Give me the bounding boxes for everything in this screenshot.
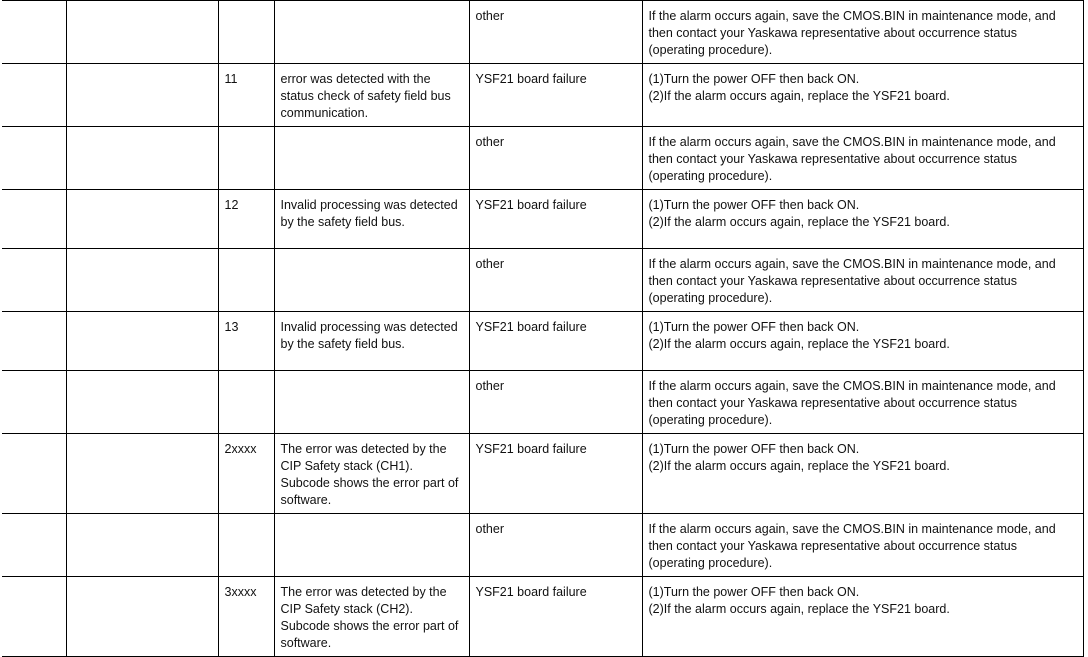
cause-cell: YSF21 board failure (469, 64, 642, 127)
remedy-cell (642, 1, 1083, 64)
remedy-line: If the alarm occurs again, save the CMOS.BIN in maintenance mode, and then contact your Yaskawa representative about occurrence status (operating procedure). (648, 257, 1056, 305)
cause-cell: YSF21 board failure (469, 577, 642, 657)
remedy-cell (642, 434, 1083, 514)
remedy-cell (642, 64, 1083, 127)
remedy-cell (642, 577, 1083, 657)
meaning-cell (274, 127, 469, 190)
alarm-name-cell (66, 577, 218, 657)
alarm-name-cell (66, 434, 218, 514)
remedy-line: (2)If the alarm occurs again, replace the YSF21 board. (648, 337, 950, 351)
alarm-name-cell (66, 64, 218, 127)
remedy-cell (642, 312, 1083, 371)
table-row (2, 127, 1083, 190)
alarm-table (2, 0, 1084, 657)
subcode-cell (218, 1, 274, 64)
alarm-name-cell (66, 312, 218, 371)
remedy-line: If the alarm occurs again, save the CMOS.BIN in maintenance mode, and then contact your Yaskawa representative about occurrence status (operating procedure). (648, 379, 1056, 427)
table-row (2, 371, 1083, 434)
alarm-name-cell (66, 1, 218, 64)
table-row (2, 64, 1083, 127)
table-row (2, 434, 1083, 514)
cause-cell: YSF21 board failure (469, 312, 642, 371)
alarm-number-cell (2, 249, 66, 312)
subcode-cell: 2xxxx (218, 434, 274, 514)
table-row (2, 514, 1083, 577)
table-row (2, 190, 1083, 249)
alarm-number-cell (2, 64, 66, 127)
meaning-cell: error was detected with the status check of safety field bus communication. (274, 64, 469, 127)
alarm-number-cell (2, 514, 66, 577)
cause-cell: other (469, 371, 642, 434)
table-row (2, 312, 1083, 371)
meaning-cell (274, 514, 469, 577)
alarm-number-cell (2, 577, 66, 657)
remedy-line: (2)If the alarm occurs again, replace the YSF21 board. (648, 459, 950, 473)
remedy-line: (1)Turn the power OFF then back ON. (648, 585, 860, 599)
remedy-cell (642, 514, 1083, 577)
alarm-number-cell (2, 371, 66, 434)
meaning-cell (274, 371, 469, 434)
remedy-line: (1)Turn the power OFF then back ON. (648, 198, 860, 212)
remedy-line: (1)Turn the power OFF then back ON. (648, 320, 860, 334)
alarm-number-cell (2, 190, 66, 249)
subcode-cell (218, 371, 274, 434)
cause-cell: YSF21 board failure (469, 434, 642, 514)
remedy-cell (642, 249, 1083, 312)
remedy-cell (642, 127, 1083, 190)
cause-cell: other (469, 127, 642, 190)
meaning-cell: Invalid processing was detected by the safety field bus. (274, 312, 469, 371)
subcode-cell: 3xxxx (218, 577, 274, 657)
cause-cell: other (469, 249, 642, 312)
subcode-cell (218, 249, 274, 312)
alarm-name-cell (66, 249, 218, 312)
remedy-line: (1)Turn the power OFF then back ON. (648, 442, 860, 456)
alarm-number-cell (2, 312, 66, 371)
meaning-cell (274, 1, 469, 64)
remedy-cell (642, 371, 1083, 434)
table-row (2, 1, 1083, 64)
subcode-cell: 11 (218, 64, 274, 127)
remedy-line: (2)If the alarm occurs again, replace the YSF21 board. (648, 602, 950, 616)
alarm-number-cell (2, 434, 66, 514)
subcode-cell (218, 127, 274, 190)
remedy-cell (642, 190, 1083, 249)
subcode-cell (218, 514, 274, 577)
alarm-name-cell (66, 371, 218, 434)
remedy-line: (2)If the alarm occurs again, replace the YSF21 board. (648, 89, 950, 103)
remedy-line: If the alarm occurs again, save the CMOS.BIN in maintenance mode, and then contact your Yaskawa representative about occurrence status (operating procedure). (648, 522, 1056, 570)
cause-cell: other (469, 514, 642, 577)
meaning-cell: The error was detected by the CIP Safety stack (CH1). Subcode shows the error part of software. (274, 434, 469, 514)
subcode-cell: 13 (218, 312, 274, 371)
remedy-line: If the alarm occurs again, save the CMOS.BIN in maintenance mode, and then contact your Yaskawa representative about occurrence status (operating procedure). (648, 135, 1056, 183)
table-row (2, 577, 1083, 657)
alarm-table-body (2, 1, 1083, 657)
remedy-line: If the alarm occurs again, save the CMOS.BIN in maintenance mode, and then contact your Yaskawa representative about occurrence status (operating procedure). (648, 9, 1056, 57)
cause-cell: other (469, 1, 642, 64)
subcode-cell: 12 (218, 190, 274, 249)
alarm-name-cell (66, 127, 218, 190)
alarm-number-cell (2, 127, 66, 190)
alarm-name-cell (66, 514, 218, 577)
cause-cell: YSF21 board failure (469, 190, 642, 249)
meaning-cell: The error was detected by the CIP Safety stack (CH2). Subcode shows the error part of software. (274, 577, 469, 657)
remedy-line: (1)Turn the power OFF then back ON. (648, 72, 860, 86)
remedy-line: (2)If the alarm occurs again, replace the YSF21 board. (648, 215, 950, 229)
table-row (2, 249, 1083, 312)
alarm-name-cell (66, 190, 218, 249)
meaning-cell (274, 249, 469, 312)
meaning-cell: Invalid processing was detected by the safety field bus. (274, 190, 469, 249)
alarm-number-cell (2, 1, 66, 64)
